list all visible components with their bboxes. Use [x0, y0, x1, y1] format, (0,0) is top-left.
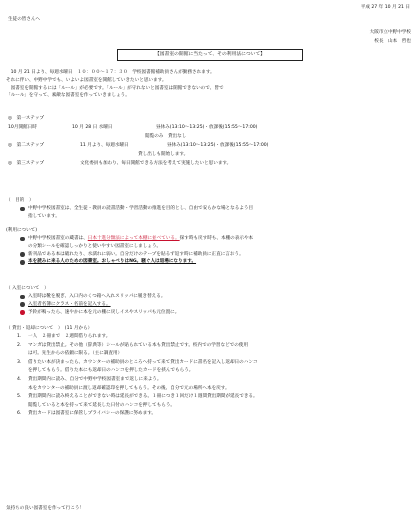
list-item: 入室時は靴を脱ぎ、入口内のくつ箱へ入れスリッパに履き替える。 [6, 293, 414, 301]
step-row [8, 159, 412, 168]
item-number: 2. [17, 342, 22, 348]
numbered-list-item [6, 410, 414, 419]
step-name: ◎ 第二ステップ [8, 143, 45, 148]
item-text: 閲覧していると本を持って来て延長した日付のハンコを押してもらう。 [28, 402, 176, 408]
list-item-continuation: 指しています。 [28, 213, 60, 219]
item-number: 6. [17, 411, 22, 417]
section-heading: （ 入室について ） [6, 286, 49, 291]
step-detail: 昼休み(13:10～13:25)・放課後(15:55～17:00) [156, 125, 258, 130]
list-item: 予鈴が鳴ったら、速やかに本を元の棚に戻しイスやスリッパも元位置に。 [6, 309, 414, 317]
lending-list [6, 333, 414, 419]
document-title: 【図書室の開館に当たって、その利用法について】 [117, 49, 303, 61]
numbered-list-item [6, 342, 414, 351]
step-row [8, 150, 412, 159]
step-detail: 昼休み(13:10～13:25)・放課後(15:55～17:00) [167, 143, 269, 148]
bullet-icon [20, 295, 25, 300]
step-row [8, 132, 412, 141]
item-text: 本をカウンターの補助員に渡し返却確認印を押してもらう。その後、自分で元の場所へ本を戻す。 [28, 385, 230, 391]
item-text: を押してもらう。借りた本にも返却日のハンコを押したカードを挟んでもらう。 [28, 368, 194, 374]
item-text: 貸出期間内に読み終えることができない時は延長ができる。１冊につき１回だけ１週間貸出期間が延長できる。 [28, 394, 258, 400]
section-usage [6, 226, 414, 266]
intro-paragraph [6, 69, 410, 100]
item-text: マンガは貸出禁止。その他（辞典等）シールが貼られている本も貸出禁止です。校内での学習などでの使用 [28, 342, 249, 348]
step-date: 10 月 28 日 水曜日 [72, 125, 113, 130]
list-item-continuation: の分類シールを確認しっかりと使いやすい図書室にしましょう。 [28, 243, 162, 249]
step-date: 11 月より、毎週水曜日 [80, 143, 129, 148]
item-number: 1. [17, 334, 22, 339]
list-item: 新刊品である本は破れたり、水濡れに弱い。自分だけのテープを貼るず返す時に補助員に正直に言おう。 [6, 251, 414, 259]
greeting: 生徒の皆さんへ [8, 17, 41, 22]
item-number: 5. [17, 394, 22, 400]
item-text: 貸出カードは図書室に保管しプライバシーの保護に努めます。 [28, 411, 157, 417]
intro-line: 図書室を開館するには「ルール」が必要です。「ルール」が守れないと図書室は開館できないので、皆で [6, 85, 224, 91]
intro-line: 10 月 21 日より、毎週水曜日 １０：００～１７：３０ 学校図書館補助員さんが勤務されます。 [6, 70, 215, 75]
bullet-icon [20, 260, 25, 265]
item-number: 3. [17, 359, 22, 365]
step-detail: 文化委員も加わり、毎日開館できる方法を考えて実施したいと思います。 [80, 161, 232, 166]
list-item: 中野中学校図書室の蔵書は、日本十進分類法によって本棚に並べている。探す時も戻す時も、本棚の表示や本 [6, 235, 414, 243]
section-heading: （ 目的 ） [6, 198, 34, 203]
closing-message: 気持ちの良い図書室を作って行こう！ [6, 506, 85, 511]
intro-line: 「ルール」を守って、素敵な図書室を作っていきましょう。 [6, 93, 130, 99]
bullet-icon [20, 237, 25, 242]
document-date: 平成 27 年 10 月 21 日 [360, 5, 410, 10]
step-row [8, 141, 412, 150]
section-heading: (利用について) [6, 228, 38, 233]
steps-list [8, 114, 412, 168]
step-name: 10月開館日時 [8, 125, 37, 130]
step-name: ◎ 第三ステップ [8, 161, 45, 166]
numbered-list-item [6, 385, 414, 394]
highlight-text: 日本十進分類法によって本棚に並べている。 [87, 236, 180, 241]
list-item: 中野中学校図書室は、全生徒・教員の読書活動・学習活動の推進を目的とし、自由で安らかな場となるよう目 [6, 205, 414, 213]
numbered-list-item [6, 333, 414, 342]
school-name: 大阪市立中野中学校 [369, 30, 411, 35]
step-row [8, 114, 412, 123]
list-item: 本を読みに来る人のための図書室。おしゃべりはNG。騒ぐ人は退場になります。 [6, 258, 414, 266]
item-text: 一人 ２冊まで ２週間借りられます。 [28, 334, 111, 339]
step-name: ◎ 第一ステップ [8, 116, 45, 121]
section-purpose [6, 196, 414, 221]
numbered-list-item [6, 376, 414, 385]
item-text: 貸出期間内に読み、自分で中野中学校図書室まで返しに来よう。 [28, 376, 162, 382]
bullet-icon [20, 302, 25, 307]
bullet-icon [20, 252, 25, 257]
section-entry [6, 284, 414, 316]
numbered-list-item [6, 393, 414, 402]
intro-line: それに伴い、中野中学でも、いよいよ図書室を開館していきたいと思います。 [6, 77, 167, 83]
list-item: 入室者名簿にクラス・名前を記入する。 [6, 301, 414, 309]
item-text: は可。先生からの依頼に限る。（主に調査用） [28, 351, 123, 357]
bullet-icon [20, 207, 25, 212]
numbered-list-item [6, 350, 414, 359]
step-row [8, 123, 412, 132]
numbered-list-item [6, 402, 414, 411]
numbered-list-item [6, 359, 414, 368]
bullet-icon [20, 310, 25, 315]
principal-signature: 校長 山本 哲也 [374, 39, 411, 44]
step-detail: 閲覧のみ 貸出なし [145, 134, 187, 139]
item-number: 4. [17, 376, 22, 382]
section-lending [6, 324, 414, 419]
step-detail: 貸し出しも開始します。 [138, 152, 189, 157]
numbered-list-item [6, 367, 414, 376]
item-text: 借りたい本が決まったら、カウンターの補助員のところへ持って来て貸出カードに書名を記入し返却日のハンコ [28, 359, 258, 365]
section-heading: （ 貸出・返却について ） (11 月から） [6, 326, 93, 331]
